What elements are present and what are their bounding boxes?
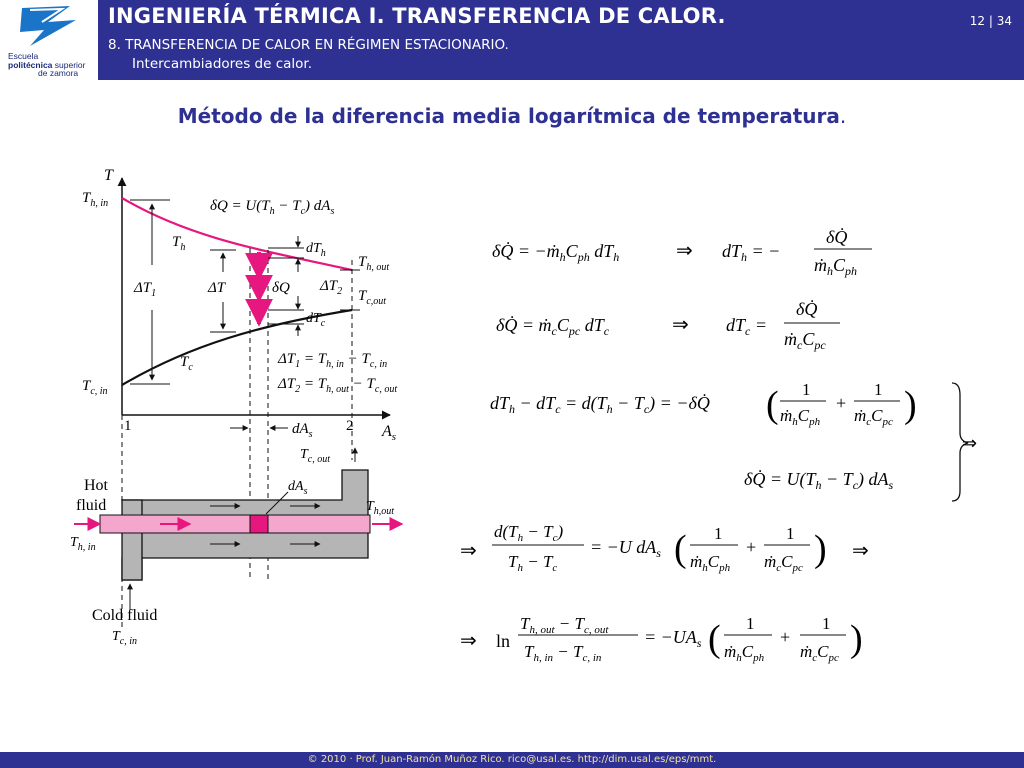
dth-label: $dT_h$ [306,241,326,259]
tc-out-bottom-label: $T_{c, out}$ [300,447,331,465]
svg-text:+: + [836,393,847,413]
eq1-lhs: δQ̇ = $-ṁ_hC_{ph}$ $dT_h$ [492,241,620,264]
svg-text:1: 1 [822,614,831,633]
dt-label: ΔT [208,280,226,296]
eq2-rhs-left: $dT_c$ = [726,315,767,338]
svg-text:1: 1 [874,380,883,399]
dt2-label: $\Delta T_2$ [320,278,343,297]
th-out-bottom-label: $T_{h,out}$ [366,499,395,517]
th-out-label: $T_{h, out}$ [358,254,390,273]
svg-text:ṁhCph: $ṁ_hC_{ph}$ [724,642,765,664]
eq2-lhs: δQ̇ = $ṁ_cC_{pc}$ $dT_c$ [496,315,610,338]
course-title: INGENIERÍA TÉRMICA I. TRANSFERENCIA DE CALOR. [108,4,726,28]
logo-z-icon [0,0,98,52]
svg-text:ṁcCpc: $ṁ_cC_{pc}$ [854,406,893,428]
dt2-equation: $\Delta T_2 = T_{h, out} - T_{c, out}$ [278,376,398,395]
footer-credits: © 2010 · Prof. Juan-Ramón Muñoz Rico. rico@usal.es. http://dim.usal.es/eps/mmt. [307,754,717,765]
logo-caption [8,52,86,78]
implies-6: ⇒ [460,630,477,652]
hot-fluid-label-2: fluid [76,497,107,514]
svg-text:): ) [904,384,917,426]
eq2-den: $ṁ_cC_{pc}$ [784,329,826,352]
dq-label: δQ [272,280,290,296]
eq1-num: δQ̇ [826,227,848,247]
tc-in-bottom-label: $T_{c, in}$ [112,629,138,647]
svg-text:1: 1 [714,524,723,543]
implies-5: ⇒ [852,540,869,562]
svg-text:(: ( [708,618,721,660]
implies-1: ⇒ [676,240,693,262]
eq3: $dT_h - dT_c = d(T_h - T_c)$ = −δQ̇ [490,393,710,416]
implies-3: ⇒ [962,433,978,453]
das-label: $dA_s$ [292,421,313,440]
svg-text:1: 1 [786,524,795,543]
svg-text:ṁhCph: $ṁ_hC_{ph}$ [780,406,821,428]
tube-element [250,515,268,533]
cold-fluid-label: Cold fluid [92,607,158,624]
tick-2: 2 [346,418,354,434]
dt1-label: $\Delta T_1$ [134,280,157,299]
svg-text:1: 1 [802,380,811,399]
tc-in-label: $T_{c, in}$ [82,378,108,397]
th-in-label: $T_{h, in}$ [82,190,109,209]
das-inner-label: $dA_s$ [288,479,308,497]
svg-text:): ) [814,528,827,570]
equations-panel [460,215,1010,670]
svg-text:Th, out − Tc, out: $T_{h, out} - T_{c, out}$ [520,614,609,636]
svg-text:1: 1 [746,614,755,633]
svg-text:Th, in − Tc, in: $T_{h, in} - T_{c, in}$ [524,642,602,664]
chapter-title: 8. TRANSFERENCIA DE CALOR EN RÉGIMEN ESTACIONARIO. [108,37,509,53]
t-axis-label: T [104,167,113,184]
eq1-den: $ṁ_hC_{ph}$ [814,255,858,278]
svg-text:ln: ln [496,631,511,651]
svg-text:ṁhCph: $ṁ_hC_{ph}$ [690,552,731,574]
th-curve-label: $T_h$ [172,234,186,253]
slide-title-dot: . [839,104,847,128]
svg-text:+: + [780,627,791,647]
slide-title-text: Método de la diferencia media logarítmica de temperatura [177,104,840,128]
temperature-profile-diagram [60,160,440,660]
dt1-equation: $\Delta T_1 = T_{h, in} - T_{c, in}$ [278,351,388,370]
eq1-rhs-left: $dT_h$ = − [722,241,781,264]
eq5-mid: = −U $dA_s$ [590,537,661,560]
svg-text:d(Th − Tc): $d(T_h - T_c)$ [494,522,564,544]
svg-text:+: + [746,537,757,557]
tick-1: 1 [124,418,132,434]
svg-text:(: ( [674,528,687,570]
svg-text:): ) [850,618,863,660]
section-title: Intercambiadores de calor. [132,56,313,72]
logo-line2b: superior [54,59,86,70]
logo-line2: politécnica [8,59,53,70]
hot-fluid-label-1: Hot [84,477,108,494]
implies-2: ⇒ [672,314,689,336]
school-logo [0,0,98,80]
svg-text:(: ( [766,384,779,426]
logo-line3: de zamora [38,68,79,78]
tube [100,515,370,533]
svg-text:ṁcCpc: $ṁ_cC_{pc}$ [800,642,839,664]
dq-equation-label: $\delta Q = U(T_h - T_c)$ $dA_s$ [210,198,335,217]
svg-text:ṁcCpc: $ṁ_cC_{pc}$ [764,552,803,574]
logo-line1: Escuela [8,51,39,61]
svg-text:Th − Tc: $T_h - T_c$ [508,552,558,574]
eq2-num: δQ̇ [796,299,818,319]
dtc-label: $dT_c$ [306,311,326,329]
eq4: δQ̇ = $U(T_h - T_c)$ $dA_s$ [744,469,894,492]
as-axis-label: $A_s$ [382,423,397,443]
page-number: 12 | 34 [969,14,1012,28]
implies-4: ⇒ [460,540,477,562]
tc-out-label: $T_{c,out}$ [358,288,387,307]
tc-curve-label: $T_c$ [180,354,193,373]
shell-left [122,500,142,580]
slide-title [0,104,1024,128]
th-in-bottom-label: $T_{h, in}$ [70,535,96,553]
eq6-mid: = $-UA_s$ [644,627,702,650]
